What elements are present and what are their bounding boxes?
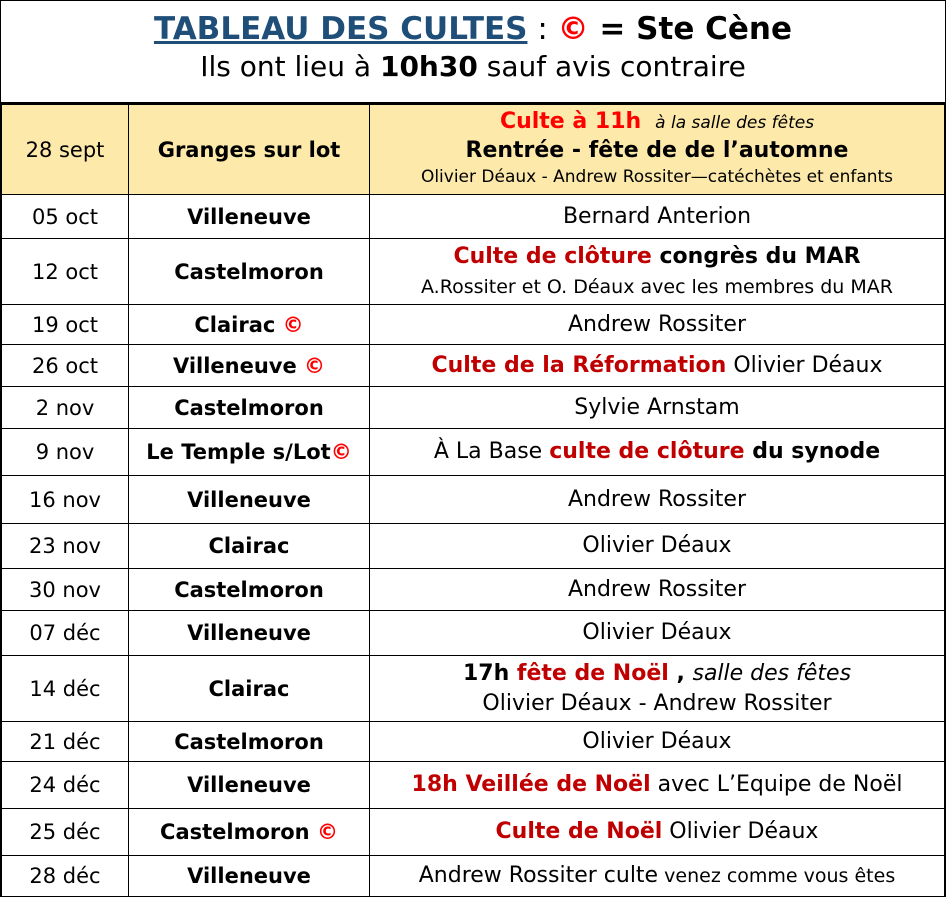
title-line [1,1,945,49]
info-red: Culte à 11h [499,109,642,134]
info-note: à la salle des fêtes [655,113,815,133]
date-cell: 28 déc [2,856,129,897]
info-after: Olivier Déaux [662,819,819,844]
services-table [1,104,945,897]
communion-symbol: © [557,11,589,47]
info-after: , [668,660,693,686]
title-colon: : [527,11,558,47]
date-cell: 07 déc [2,611,129,656]
place-cell [129,809,370,856]
info-cell [370,429,945,476]
table-row [2,429,945,476]
info-after: du synode [744,439,881,464]
info-cell: Sylvie Arnstam [370,387,945,429]
table-row [2,345,945,387]
place-cell: Villeneuve [129,856,370,897]
info-cell [370,345,945,387]
date-cell: 30 nov [2,569,129,611]
table-row [2,611,945,656]
date-cell: 23 nov [2,524,129,569]
place-name: Clairac [194,312,276,337]
info-cell: Olivier Déaux [370,611,945,656]
place-cell [129,345,370,387]
info-cell [370,809,945,856]
date-cell: 2 nov [2,387,129,429]
place-name: Le Temple s/Lot [146,440,331,464]
info-red: fête de Noël [516,660,669,686]
table-row [2,105,945,195]
place-name: Villeneuve [172,353,297,378]
info-red: culte de clôture [549,439,745,464]
place-cell: Villeneuve [129,611,370,656]
place-cell: Villeneuve [129,476,370,524]
place-cell: Castelmoron [129,387,370,429]
info-line2: A.Rossiter et O. Déaux avec les membres du MAR [421,275,893,298]
table-row [2,656,945,722]
date-cell: 14 déc [2,656,129,722]
info-cell: Andrew Rossiter [370,305,945,345]
info-main: Andrew Rossiter culte [418,863,659,888]
table-row [2,305,945,345]
table-row [2,476,945,524]
info-after: congrès du MAR [651,243,861,269]
info-red: Culte de Noël [495,819,663,844]
info-line3: Olivier Déaux - Andrew Rossiter—catéchètes et enfants [420,167,894,187]
info-red: Culte de clôture [453,243,652,269]
info-cell: Bernard Anterion [370,195,945,239]
place-cell: Clairac [129,524,370,569]
info-after: avec L’Equipe de Noël [650,772,903,797]
subtitle-after: sauf avis contraire [477,50,746,83]
info-before: 17h [462,660,517,686]
date-cell: 16 nov [2,476,129,524]
communion-symbol: © [316,820,338,844]
place-cell [129,305,370,345]
info-cell [370,762,945,809]
date-cell: 24 déc [2,762,129,809]
subtitle [1,47,945,87]
table-row [2,722,945,762]
date-cell: 12 oct [2,239,129,305]
table-row [2,809,945,856]
date-cell: 19 oct [2,305,129,345]
info-cell [370,239,945,305]
table-row [2,856,945,897]
table-row [2,239,945,305]
date-cell: 9 nov [2,429,129,476]
info-cell [370,856,945,897]
info-cell: Olivier Déaux [370,722,945,762]
info-note: salle des fêtes [692,660,852,686]
info-cell: Andrew Rossiter [370,476,945,524]
date-cell: 28 sept [2,105,129,195]
subtitle-time: 10h30 [379,50,478,83]
table-row [2,195,945,239]
table-row [2,524,945,569]
date-cell: 26 oct [2,345,129,387]
info-red: 18h Veillée de Noël [411,772,651,797]
place-name: Castelmoron [160,820,310,844]
info-after: venez comme vous êtes [658,865,896,887]
date-cell: 05 oct [2,195,129,239]
info-cell [370,105,945,195]
communion-symbol: © [330,440,352,464]
info-before: À La Base [433,439,550,464]
date-cell: 21 déc [2,722,129,762]
place-cell: Clairac [129,656,370,722]
info-red: Culte de la Réformation [431,352,727,378]
place-cell: Castelmoron [129,722,370,762]
table-row [2,569,945,611]
date-cell: 25 déc [2,809,129,856]
header [1,1,945,104]
info-after: Olivier Déaux [726,352,883,378]
place-cell: Villeneuve [129,195,370,239]
communion-symbol: © [304,353,326,378]
place-cell: Granges sur lot [129,105,370,195]
info-cell [370,656,945,722]
table-row [2,762,945,809]
place-cell: Castelmoron [129,239,370,305]
place-cell: Castelmoron [129,569,370,611]
info-line2: Rentrée - fête de de l’automne [465,138,849,163]
communion-symbol: © [282,312,304,337]
place-cell: Villeneuve [129,762,370,809]
subtitle-before: Ils ont lieu à [200,50,380,83]
table-row [2,387,945,429]
info-line2: Olivier Déaux - Andrew Rossiter [482,690,832,716]
title-equals: = Ste Cène [588,11,793,47]
page-title: TABLEAU DES CULTES [153,11,528,47]
info-cell: Olivier Déaux [370,524,945,569]
info-cell: Andrew Rossiter [370,569,945,611]
place-cell [129,429,370,476]
